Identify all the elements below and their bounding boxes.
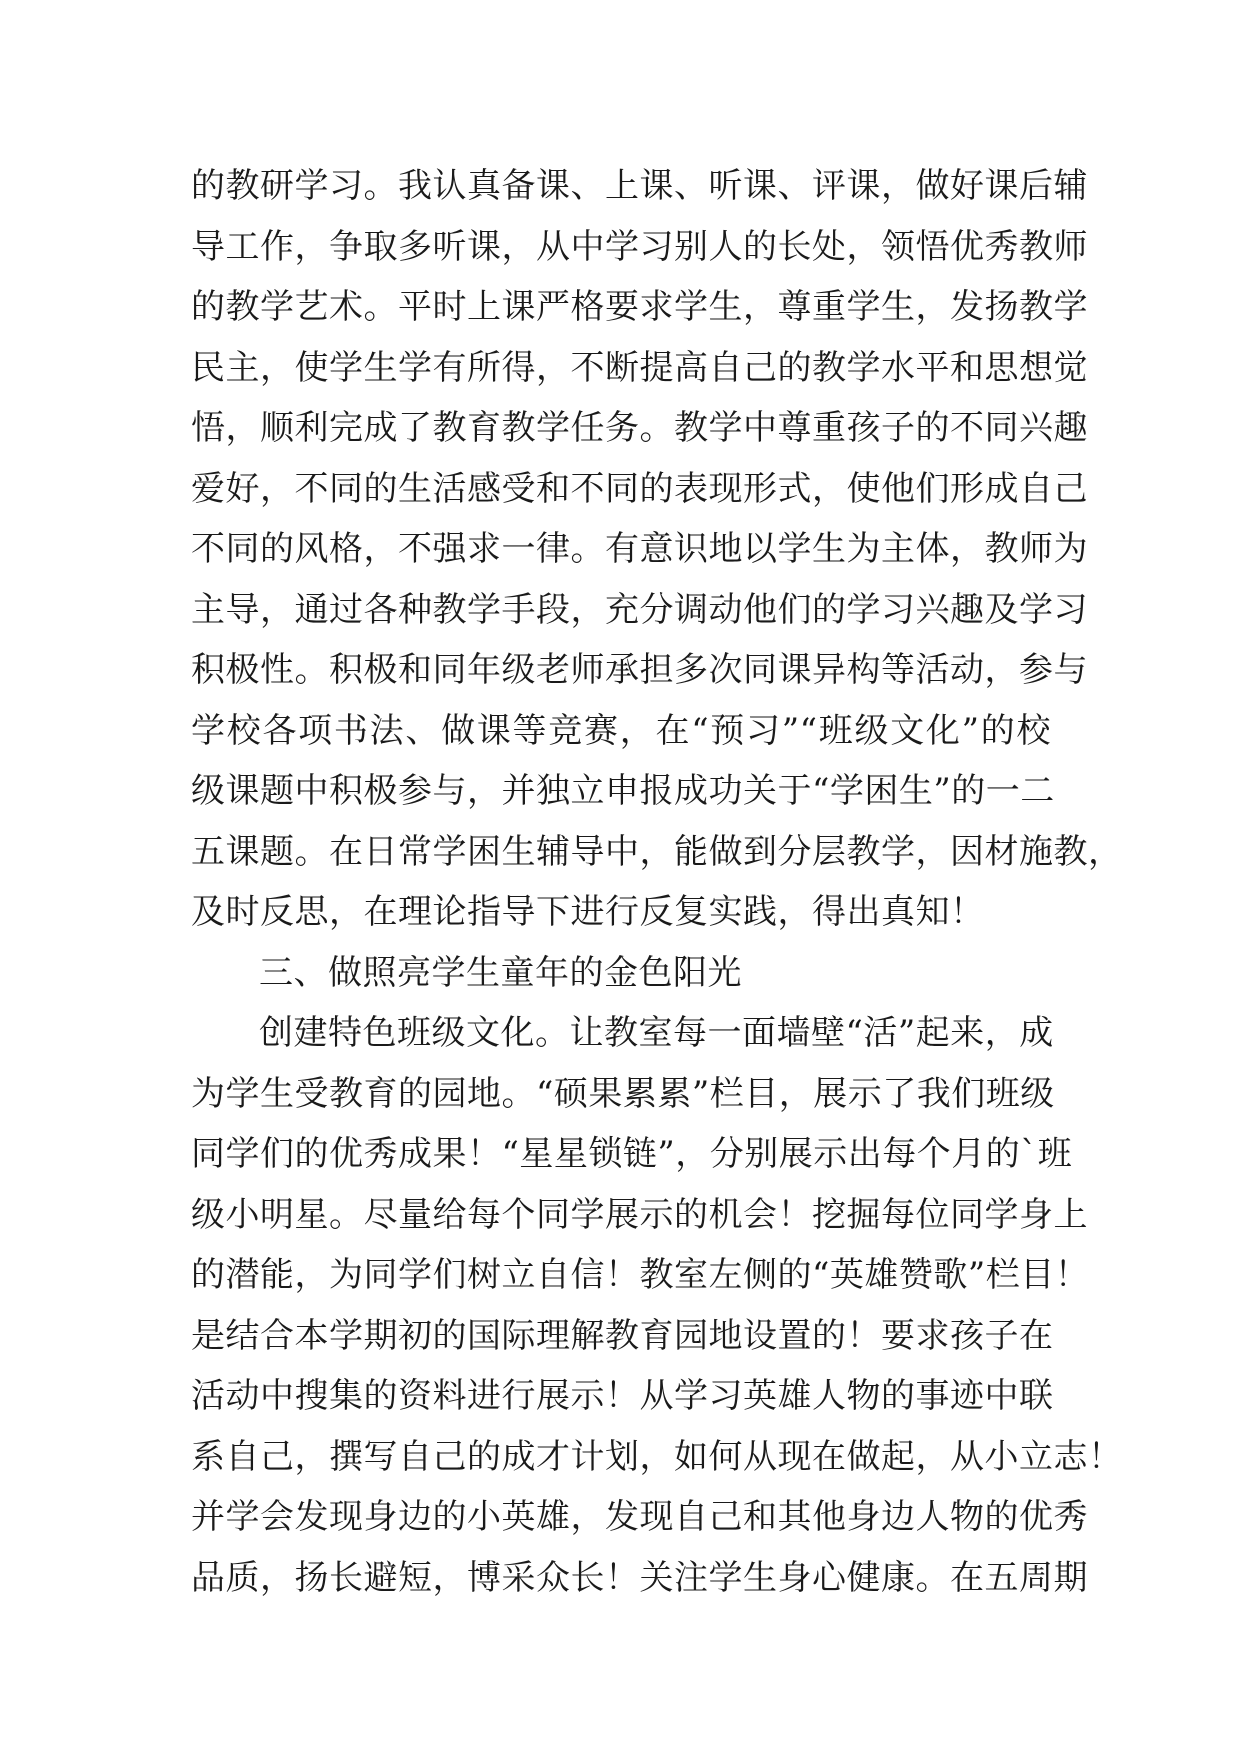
text-line: 主导，通过各种教学手段，充分调动他们的学习兴趣及学习 — [191, 589, 1088, 630]
text-line: 级小明星。尽量给每个同学展示的机会！挖掘每位同学身上 — [191, 1194, 1088, 1235]
text-line: 爱好，不同的生活感受和不同的表现形式，使他们形成自己 — [191, 468, 1088, 509]
text-line: 的教研学习。我认真备课、上课、听课、评课，做好课后辅 — [191, 166, 1088, 206]
text-line: 并学会发现身边的小英雄，发现自己和其他身边人物的优秀 — [191, 1497, 1088, 1537]
text-line: 品质，扬长避短，博采众长！关注学生身心健康。在五周期 — [191, 1557, 1088, 1598]
text-line: 学校各项书法、做课等竞赛，在“预习”“班级文化”的校 — [191, 710, 1051, 751]
text-line: 导工作，争取多听课，从中学习别人的长处，领悟优秀教师 — [191, 226, 1088, 267]
text-line: 创建特色班级文化。让教室每一面墙壁“活”起来，成 — [259, 1013, 1054, 1053]
document-body — [191, 156, 1123, 1608]
text-line: 系自己，撰写自己的成才计划，如何从现在做起，从小立志！ — [191, 1436, 1123, 1477]
text-line: 级课题中积极参与，并独立申报成功关于“学困生”的一二 — [191, 771, 1055, 811]
text-line: 五课题。在日常学困生辅导中，能做到分层教学，因材施教， — [191, 831, 1123, 872]
text-line: 积极性。积极和同年级老师承担多次同课异构等活动，参与 — [191, 650, 1088, 690]
text-line: 的教学艺术。平时上课严格要求学生，尊重学生，发扬教学 — [191, 287, 1088, 327]
text-line: 民主，使学生学有所得，不断提高自己的教学水平和思想觉 — [191, 347, 1088, 388]
section-heading: 三、做照亮学生童年的金色阳光 — [259, 952, 742, 993]
text-line: 同学们的优秀成果！“星星锁链”，分别展示出每个月的`班 — [191, 1134, 1073, 1174]
text-line: 及时反思，在理论指导下进行反复实践，得出真知！ — [191, 892, 985, 932]
text-line: 活动中搜集的资料进行展示！从学习英雄人物的事迹中联 — [191, 1376, 1054, 1416]
text-line: 的潜能，为同学们树立自信！教室左侧的“英雄赞歌”栏目！ — [191, 1255, 1090, 1295]
text-line: 为学生受教育的园地。“硕果累累”栏目，展示了我们班级 — [191, 1073, 1055, 1114]
text-line: 悟，顺利完成了教育教学任务。教学中尊重孩子的不同兴趣 — [191, 408, 1088, 448]
text-line: 是结合本学期初的国际理解教育园地设置的！要求孩子在 — [191, 1315, 1054, 1356]
text-line: 不同的风格，不强求一律。有意识地以学生为主体，教师为 — [191, 529, 1088, 569]
